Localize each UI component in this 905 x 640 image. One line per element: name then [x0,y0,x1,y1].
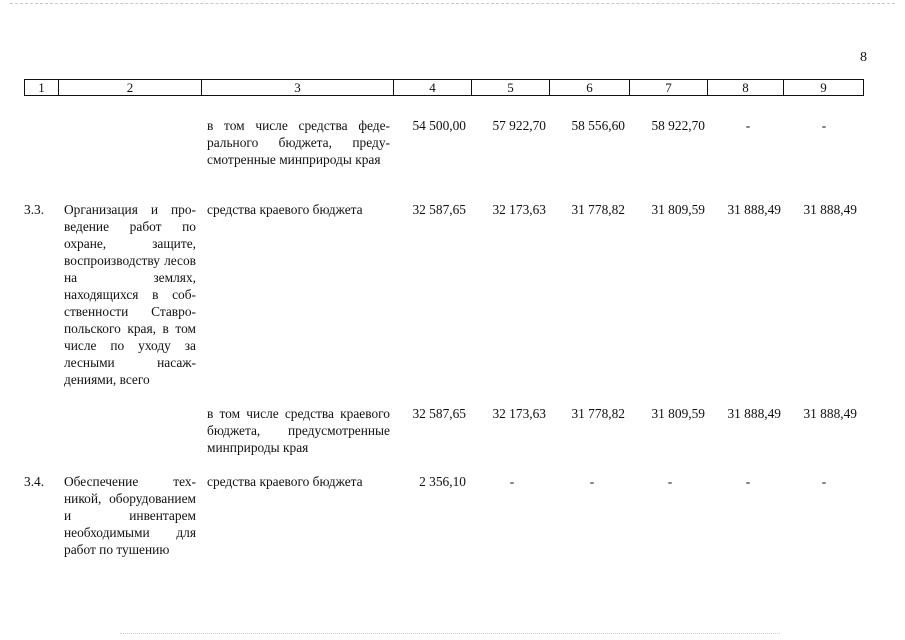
value-col-5: - [509,474,515,489]
header-col-5: 5 [472,80,550,96]
value-col-8: 31 888,49 [727,202,781,217]
value-col-9: - [821,118,827,133]
value-col-4: 54 500,00 [412,118,466,133]
value-col-5: 32 173,63 [492,406,546,421]
header-col-7: 7 [630,80,708,96]
row-number: 3.3. [24,202,45,217]
scan-artifact-bottom [120,633,780,635]
value-col-4: 2 356,10 [419,474,466,489]
header-col-2: 2 [59,80,202,96]
value-col-6: 58 556,60 [571,118,625,133]
value-col-7: 31 809,59 [651,202,705,217]
value-col-5: 57 922,70 [492,118,546,133]
value-col-4: 32 587,65 [412,406,466,421]
value-col-8: - [745,474,751,489]
header-col-1: 1 [25,80,59,96]
value-col-7: 58 922,70 [651,118,705,133]
value-col-7: 31 809,59 [651,406,705,421]
funding-source: в том числе средства краевого бюджета, предусмотренные минприроды края [207,406,390,455]
funding-source: в том числе средства федерального бюджета, предусмотренные минприроды края [207,118,390,167]
value-col-9: 31 888,49 [803,202,857,217]
header-col-3: 3 [202,80,394,96]
header-col-9: 9 [784,80,864,96]
value-col-7: - [667,474,673,489]
value-col-9: - [821,474,827,489]
value-col-9: 31 888,49 [803,406,857,421]
value-col-6: - [589,474,595,489]
value-col-8: - [745,118,751,133]
value-col-6: 31 778,82 [571,406,625,421]
value-col-6: 31 778,82 [571,202,625,217]
header-col-8: 8 [708,80,784,96]
value-col-4: 32 587,65 [412,202,466,217]
value-col-5: 32 173,63 [492,202,546,217]
row-name: Организация и проведение работ по охране, защите, воспроизводству лесов на землях, находящихся в собственности Ставропольского края, в том числе по уходу за лесными насаждениями, всего [64,202,196,387]
header-col-4: 4 [394,80,472,96]
funding-source: средства краевого бюджета [207,202,363,217]
page-number: 8 [860,50,867,65]
row-name: Обеспечение техникой, оборудованием и инвентарем необходимыми для работ по тушению [64,474,196,557]
column-number-header [24,79,864,96]
scan-artifact-top [10,3,895,5]
header-col-6: 6 [550,80,630,96]
row-number: 3.4. [24,474,45,489]
funding-source: средства краевого бюджета [207,474,363,489]
value-col-8: 31 888,49 [727,406,781,421]
